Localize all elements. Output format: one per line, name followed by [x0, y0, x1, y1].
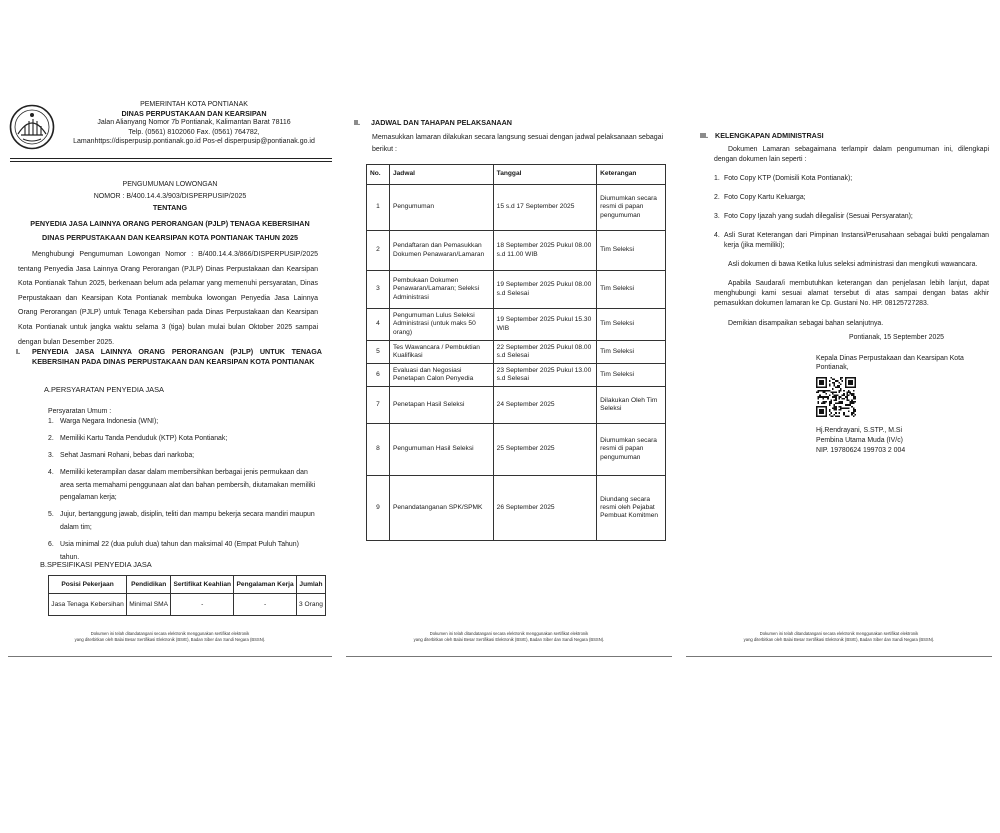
requirement-text: Usia minimal 22 (dua puluh dua) tahun dan maksimal 40 (Empat Puluh Tahun) tahun.: [60, 541, 299, 561]
schedule-row: [367, 424, 666, 476]
schedule-activity: Pengumuman Hasil Seleksi: [389, 424, 493, 476]
announcement-number: NOMOR : B/400.14.4.3/903/DISPERPUSIP/2025: [93, 192, 247, 200]
schedule-no: 3: [367, 271, 390, 309]
schedule-note: Tim Seleksi: [597, 231, 666, 271]
document-number: 1.: [714, 175, 720, 183]
schedule-row: [367, 271, 666, 309]
requirement-number: 6.: [48, 541, 54, 549]
spec-cell: -: [171, 594, 234, 616]
letterhead: [8, 100, 332, 155]
document-number: 2.: [714, 194, 720, 202]
page-2-bottom-rule: [346, 656, 672, 657]
section-3-title: KELENGKAPAN ADMINISTRASI: [715, 131, 824, 140]
schedule-activity: Penandatanganan SPK/SPMK: [389, 476, 493, 541]
schedule-no: 6: [367, 364, 390, 387]
page-2-footer: [346, 631, 672, 642]
spec-cell: Jasa Tenaga Kebersihan: [49, 594, 127, 616]
signature-block: [816, 333, 986, 455]
announcement-heading: PENGUMUMAN LOWONGAN: [122, 181, 218, 188]
schedule-note: Dilakukan Oleh Tim Seleksi: [597, 387, 666, 424]
schedule-no: 5: [367, 341, 390, 364]
subsection-a-title: A.PERSYARATAN PENYEDIA JASA: [44, 385, 164, 394]
section-2-title: JADWAL DAN TAHAPAN PELAKSANAAN: [371, 118, 512, 127]
requirement-text: Memiliki keterampilan dasar dalam membersihkan berbagai jenis permukaan dan area serta memahami penggunaan alat dan bahan pembersih, diutamakan memiliki pengalaman kerja;: [60, 469, 316, 502]
signature-rank: Pembina Utama Muda (IV/c): [816, 436, 903, 444]
page-1: [8, 0, 332, 660]
section-3-closing: Demikian disampaikan sebagai bahan selanjutnya.: [728, 319, 884, 327]
requirement-number: 4.: [48, 469, 54, 476]
footer-line-2: yang diterbitkan oleh Balai Besar Sertifikasi Elektronik (BSrE), Badan Siber dan Sandi Negara (BSSN).: [74, 636, 266, 642]
requirements-list: [48, 408, 318, 569]
schedule-no: 2: [367, 231, 390, 271]
footer-line-2: yang diterbitkan oleh Balai Besar Sertifikasi Elektronik (BSrE), Badan Siber dan Sandi Negara (BSSN).: [413, 636, 605, 642]
schedule-date: 23 September 2025 Pukul 13.00 s.d Selesai: [493, 364, 596, 387]
document-number: 3.: [714, 213, 720, 220]
document-text: Foto Copy Ijazah yang sudah dilegalisir (Sesuai Persyaratan);: [724, 213, 913, 220]
schedule-row: [367, 364, 666, 387]
document-item: [714, 231, 989, 251]
spec-table-row: [49, 594, 326, 616]
requirement-number: 1.: [48, 418, 54, 425]
spec-table: [48, 575, 326, 616]
subsection-b-title: B.SPESIFIKASI PENYEDIA JASA: [40, 560, 152, 569]
schedule-note: Tim Seleksi: [597, 341, 666, 364]
schedule-row: [367, 341, 666, 364]
spec-header-cell: Sertifikat Keahlian: [171, 576, 234, 594]
section-3-heading: [700, 131, 824, 140]
letterhead-web: Lamanhttps://disperpusip.pontianak.go.id Pos-el disperpusip@pontianak.go.id: [73, 137, 315, 145]
schedule-note: Diumumkan secara resmi di papan pengumuman: [597, 185, 666, 231]
schedule-header-tanggal: Tanggal: [493, 165, 596, 185]
schedule-activity: Pembukaan Dokumen Penawaran/Lamaran; Seleksi Administrasi: [389, 271, 493, 309]
requirement-item: [48, 416, 318, 429]
qr-code-icon: [816, 377, 856, 417]
schedule-activity: Pengumuman Lulus Seleksi Administrasi (untuk maks 50 orang): [389, 309, 493, 341]
section-2-intro: Memasukkan lamaran dilakukan secara langsung sesuai dengan jadwal pelaksanaan sebagai berikut :: [372, 134, 664, 153]
section-1-number: I.: [16, 347, 20, 356]
schedule-row: [367, 231, 666, 271]
requirement-text: Memiliki Kartu Tanda Penduduk (KTP) Kota Pontianak;: [60, 435, 228, 442]
schedule-activity: Evaluasi dan Negosiasi Penetapan Calon Penyedia: [389, 364, 493, 387]
signature-office: Kepala Dinas Perpustakaan dan Kearsipan Kota Pontianak,: [816, 354, 964, 372]
letterhead-divider: [10, 158, 332, 159]
intro-paragraph: Menghubungi Pengumuman Lowongan Nomor : B/400.14.4.3/866/DISPERPUSIP/2025 tentang Penyedia Jasa Lainnya Orang Perorangan (PJLP) Dinas Perpustakaan dan Kearsipan Kota Pontianak Tahun 2025, berkenaan belum ada pelamar yang memenuhi persyaratan, Dinas Perpustakaan dan Kearsipan Kota Pontianak membuka lowongan Penyedia Jasa Lainnya Orang Perorangan (PJLP) untuk Tenaga Kebersihan pada Dinas Perpustakaan dan Kearsipan Kota Pontianak untuk jangka waktu selama 3 (tiga) bulan mulai bulan Oktober 2025 sampai dengan bulan Desember 2025.: [18, 251, 318, 346]
schedule-no: 4: [367, 309, 390, 341]
schedule-note: Tim Seleksi: [597, 271, 666, 309]
schedule-header-keterangan: Keterangan: [597, 165, 666, 185]
city-emblem-icon: [9, 104, 55, 150]
requirement-item: [48, 450, 318, 463]
schedule-row: [367, 185, 666, 231]
spec-header-cell: Pengalaman Kerja: [234, 576, 297, 594]
schedule-activity: Tes Wawancara / Pembuktian Kualifikasi: [389, 341, 493, 364]
letterhead-divider-thin: [10, 161, 332, 162]
page-2: [346, 0, 672, 660]
page-3-bottom-rule: [686, 656, 992, 657]
requirement-number: 3.: [48, 452, 54, 459]
document-item: [714, 193, 989, 203]
document-item: [714, 174, 989, 184]
schedule-row: [367, 387, 666, 424]
schedule-date: 18 September 2025 Pukul 08.00 s.d 11.00 WIB: [493, 231, 596, 271]
schedule-note: Tim Seleksi: [597, 364, 666, 387]
document-item: [714, 212, 989, 222]
schedule-header-jadwal: Jadwal: [389, 165, 493, 185]
page-3: [686, 0, 992, 660]
section-3-note: Asli dokumen di bawa Ketika lulus seleksi administrasi dan mengikuti wawancara.: [728, 260, 978, 268]
section-1-title: PENYEDIA JASA LAINNYA ORANG PERORANGAN (PJLP) UNTUK TENAGA KEBERSIHAN PADA DINAS PERPUSTAKAAN DAN KEARSIPAN KOTA PONTIANAK: [32, 347, 322, 367]
section-3-contact: Apabila Saudara/i membutuhkan keterangan dan penjelasan lebih lanjut, dapat menghubungi kami sesuai alamat tersebut di atas sampai dengan batas akhir pemasukkan dokumen lamaran ke Cp. Gustani No. HP. 08125727283.: [714, 280, 989, 308]
requirement-number: 2.: [48, 435, 54, 442]
page-3-footer: [686, 631, 992, 642]
schedule-date: 26 September 2025: [493, 476, 596, 541]
signature-nip: NIP. 19780624 199703 2 004: [816, 446, 906, 454]
letterhead-line-1: PEMERINTAH KOTA PONTIANAK: [140, 101, 248, 108]
footer-line-1: Dokumen ini telah ditandatangani secara elektronik menggunakan sertifikat elektronik: [90, 631, 250, 636]
announcement-title: [8, 179, 332, 244]
schedule-date: 19 September 2025 Pukul 08.00 s.d Selesai: [493, 271, 596, 309]
section-2-heading: [354, 118, 512, 127]
signature-name: Hj.Rendrayani, S.STP., M.Si: [816, 427, 903, 435]
schedule-note: Tim Seleksi: [597, 309, 666, 341]
schedule-header-no: No.: [367, 165, 390, 185]
schedule-date: 22 September 2025 Pukul 08.00 s.d Selesai: [493, 341, 596, 364]
page-1-footer: [8, 631, 332, 642]
spec-cell: -: [234, 594, 297, 616]
schedule-table: [366, 164, 666, 541]
schedule-activity: Pengumuman: [389, 185, 493, 231]
spec-cell: Minimal SMA: [127, 594, 171, 616]
schedule-date: 25 September 2025: [493, 424, 596, 476]
signature-place-date: Pontianak, 15 September 2025: [849, 334, 945, 341]
spec-cell: 3 Orang: [296, 594, 325, 616]
section-2-number: II.: [354, 118, 360, 127]
schedule-date: 15 s.d 17 September 2025: [493, 185, 596, 231]
schedule-no: 8: [367, 424, 390, 476]
letterhead-line-2: DINAS PERPUSTAKAAN DAN KEARSIPAN: [121, 109, 267, 119]
announcement-subject-1: PENYEDIA JASA LAINNYA ORANG PERORANGAN (PJLP) TENAGA KEBERSIHAN: [30, 218, 310, 228]
document-text: Foto Copy KTP (Domisili Kota Pontianak);: [724, 175, 853, 183]
announcement-about: TENTANG: [152, 203, 188, 212]
footer-line-1: Dokumen ini telah ditandatangani secara elektronik menggunakan sertifikat elektronik: [429, 631, 589, 636]
announcement-subject-2: DINAS PERPUSTAKAAN DAN KEARSIPAN KOTA PONTIANAK TAHUN 2025: [42, 233, 298, 242]
document-text: Asli Surat Keterangan dari Pimpinan Instansi/Perusahaan sebagai bukti pengalaman kerja (jika memiliki);: [724, 231, 989, 249]
schedule-note: Diumumkan secara resmi di papan pengumuman: [597, 424, 666, 476]
letterhead-phone: Telp. (0561) 8102060 Fax. (0561) 764782,: [128, 128, 260, 136]
spec-header-cell: Pendidikan: [127, 576, 171, 594]
section-3-intro: Dokumen Lamaran sebagaimana terlampir dalam pengumuman ini, dilengkapi dengan dokumen lain seperti :: [714, 146, 989, 164]
schedule-row: [367, 476, 666, 541]
requirement-item: [48, 467, 318, 505]
letterhead-address: Jalan Alianyang Nomor 7b Pontianak, Kalimantan Barat 78116: [97, 119, 291, 127]
schedule-activity: Penetapan Hasil Seleksi: [389, 387, 493, 424]
schedule-note: Diundang secara resmi oleh Pejabat Pembuat Komitmen: [597, 476, 666, 541]
requirement-item: [48, 433, 318, 446]
requirement-text: Sehat Jasmani Rohani, bebas dari narkoba;: [60, 452, 195, 459]
document-number: 4.: [714, 231, 720, 239]
requirement-text: Jujur, bertanggung jawab, disiplin, teliti dan mampu bekerja secara mandiri maupun dalam tim;: [60, 511, 315, 532]
schedule-activity: Pendaftaran dan Pemasukkan Dokumen Penawaran/Lamaran: [389, 231, 493, 271]
requirement-number: 5.: [48, 511, 54, 519]
schedule-date: 19 September 2025 Pukul 15.30 WIB: [493, 309, 596, 341]
requirement-item: [48, 509, 318, 534]
document-text: Foto Copy Kartu Keluarga;: [724, 194, 806, 202]
section-3-number: III.: [700, 131, 708, 140]
schedule-no: 7: [367, 387, 390, 424]
section-1-heading: [16, 347, 322, 367]
schedule-no: 9: [367, 476, 390, 541]
requirement-text: Warga Negara Indonesia (WNI);: [60, 418, 159, 425]
page-1-bottom-rule: [8, 656, 332, 657]
schedule-date: 24 September 2025: [493, 387, 596, 424]
section-3-body: [714, 145, 989, 338]
schedule-row: [367, 309, 666, 341]
spec-header-cell: Posisi Pekerjaan: [49, 576, 127, 594]
schedule-no: 1: [367, 185, 390, 231]
requirements-lead: Persyaratan Umum :: [48, 408, 112, 415]
footer-line-1: Dokumen ini telah ditandatangani secara elektronik menggunakan sertifikat elektronik: [759, 631, 919, 636]
spec-header-cell: Jumlah: [296, 576, 325, 594]
footer-line-2: yang diterbitkan oleh Balai Besar Sertifikasi Elektronik (BSrE), Badan Siber dan Sandi Negara (BSSN).: [743, 636, 935, 642]
